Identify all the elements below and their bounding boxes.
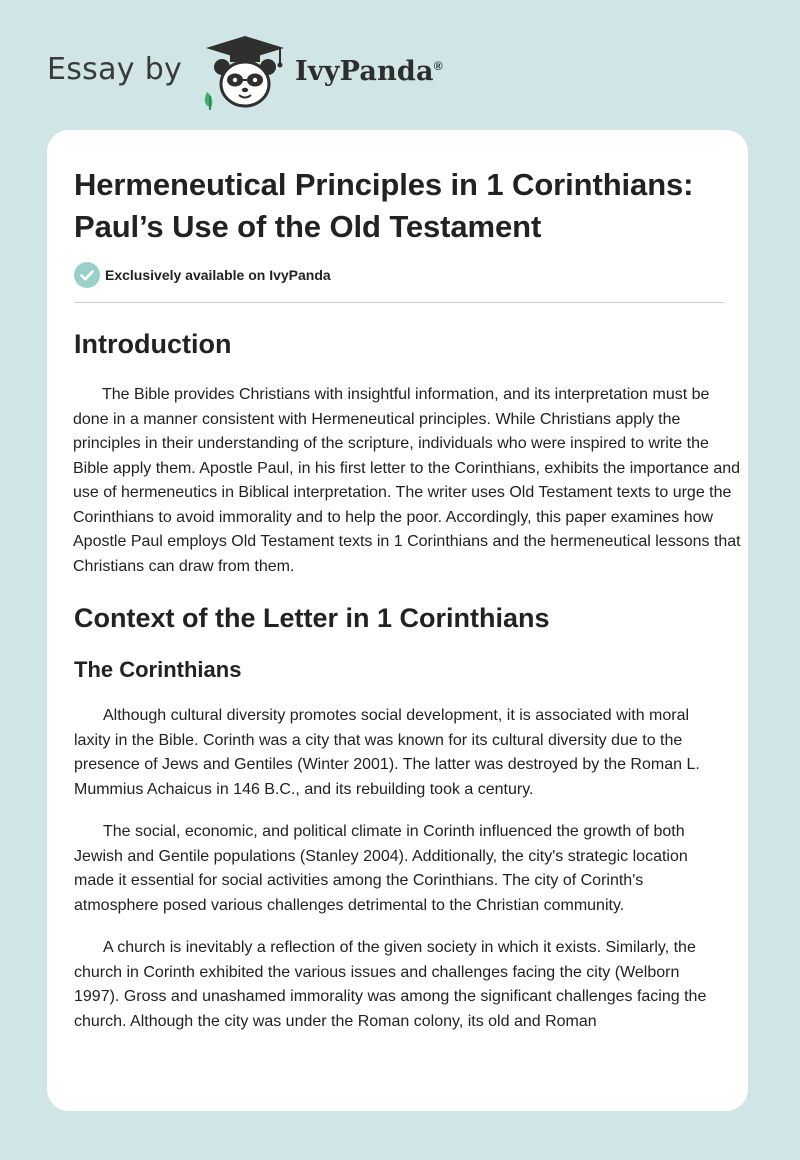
- check-circle-icon: [74, 262, 100, 288]
- body-paragraph: Although cultural diversity promotes social development, it is associated with moral laxity in the Bible. Corinth was a city that was known for its cultural diversity due to the presence of Jews and Gentiles (Winter 2001). The latter was destroyed by the Roman L. Mummius Achaicus in 146 B.C., and its rebuilding took a century.: [74, 707, 700, 798]
- site-header: [47, 34, 547, 114]
- introduction-paragraph: The Bible provides Christians with insightful information, and its interpretation must be done in a manner consistent with Hermeneutical principles. While Christians apply the principles in their understanding of the scripture, individuals who were inspired to write the Bible apply them. Apostle Paul, in his first letter to the Corinthians, exhibits the importance and use of hermeneutics in Biblical interpretation. The writer uses Old Testament texts to urge the Corinthians to avoid immorality and to help the poor. Accordingly, this paper examines how Apostle Paul employs Old Testament texts in 1 Corinthians and the hermeneutical lessons that Christians can draw from them.: [73, 386, 741, 575]
- section-heading-context: Context of the Letter in 1 Corinthians: [74, 603, 550, 633]
- brand-name[interactable]: [295, 56, 443, 87]
- body-paragraph: A church is inevitably a reflection of the given society in which it exists. Similarly, the church in Corinth exhibited the various issues and challenges facing the city (Welborn 1997). Gross and unashamed immorality was among the significant challenges facing the church. Although the city was under the Roman colony, its old and Roman: [74, 939, 707, 1030]
- page-title: Hermeneutical Principles in 1 Corinthians: Paul’s Use of the Old Testament: [74, 167, 694, 244]
- essay-by-label: Essay by: [47, 52, 183, 87]
- panda-graduate-logo-icon[interactable]: [201, 34, 289, 110]
- divider: [74, 302, 724, 303]
- brand-text: IvyPanda: [295, 56, 434, 87]
- section-heading-introduction: Introduction: [74, 329, 232, 359]
- body-paragraph: The social, economic, and political climate in Corinth influenced the growth of both Jewish and Gentile populations (Stanley 2004). Additionally, the city's strategic location made it essential for social activities among the Corinthians. The city of Corinth's atmosphere posed various challenges detrimental to the Christian community.: [74, 823, 688, 914]
- registered-mark: ®: [433, 59, 443, 73]
- subheading-corinthians: The Corinthians: [74, 657, 242, 682]
- essay-card: [47, 130, 748, 1111]
- essay-content: [73, 164, 741, 1034]
- exclusive-badge: [74, 262, 724, 288]
- badge-label: Exclusively available on IvyPanda: [105, 267, 331, 283]
